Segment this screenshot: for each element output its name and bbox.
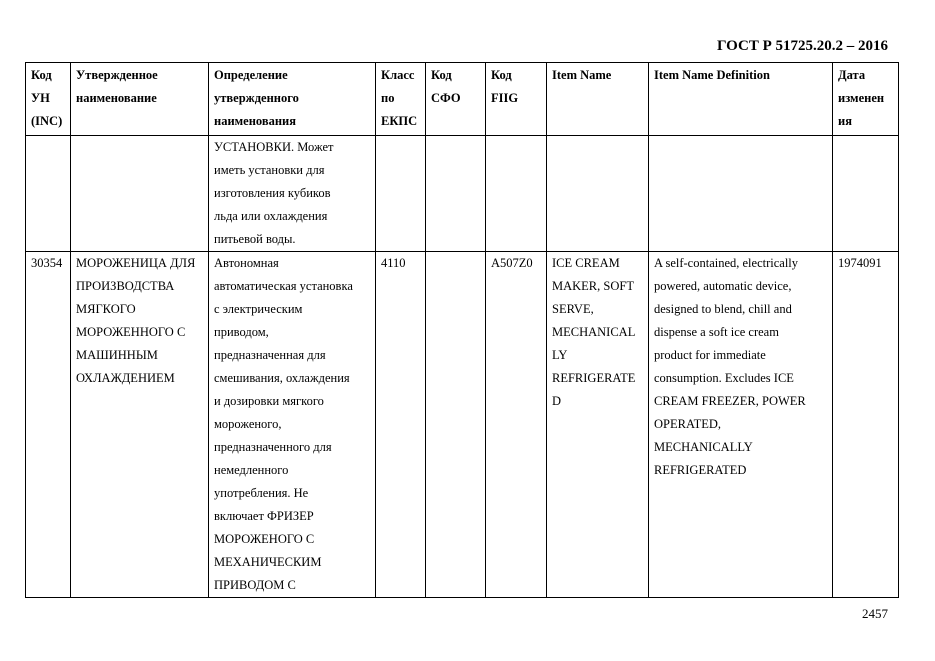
cell-ekps-class: 4110 — [376, 252, 426, 598]
cell-approved-name: МОРОЖЕНИЦА ДЛЯ ПРОИЗВОДСТВА МЯГКОГО МОРОЖЕННОГО С МАШИННЫМ ОХЛАЖДЕНИЕМ — [71, 252, 209, 598]
cell-fiig-code: A507Z0 — [486, 252, 547, 598]
cell-change-date — [833, 136, 899, 252]
header-fiig-code: Код FIIG — [486, 63, 547, 136]
cell-definition: Автономная автоматическая установка с электрическим приводом, предназначенная для смешивания, охлаждения и дозировки мягкого мороженого, предназначенного для немедленного употребления. Не включает ФРИЗЕР МОРОЖЕНОГО С МЕХАНИЧЕСКИМ ПРИВОДОМ С — [209, 252, 376, 598]
cell-sfo-code — [426, 252, 486, 598]
header-definition: Определение утвержденного наименования — [209, 63, 376, 136]
page-number: 2457 — [862, 606, 888, 621]
cell-inc-code: 30354 — [26, 252, 71, 598]
cell-item-name-definition: A self-contained, electrically powered, automatic device, designed to blend, chill and dispense a soft ice cream product for immediate consumption. Excludes ICE CREAM FREEZER, POWER OPERATED, MECHANICALLY REFRIGERATED — [649, 252, 833, 598]
header-item-name-definition: Item Name Definition — [649, 63, 833, 136]
cell-inc-code — [26, 136, 71, 252]
cell-item-name: ICE CREAM MAKER, SOFT SERVE, MECHANICAL LY REFRIGERATE D — [547, 252, 649, 598]
cell-fiig-code — [486, 136, 547, 252]
cell-item-name-definition — [649, 136, 833, 252]
header-approved-name: Утвержденное наименование — [71, 63, 209, 136]
table-header-row — [26, 63, 899, 136]
cell-definition: УСТАНОВКИ. Может иметь установки для изготовления кубиков льда или охлаждения питьевой воды. — [209, 136, 376, 252]
cell-item-name — [547, 136, 649, 252]
classification-table — [25, 62, 899, 598]
header-change-date: Дата изменен ия — [833, 63, 899, 136]
header-sfo-code: Код СФО — [426, 63, 486, 136]
standard-title: ГОСТ Р 51725.20.2 – 2016 — [716, 38, 888, 54]
cell-approved-name — [71, 136, 209, 252]
cell-sfo-code — [426, 136, 486, 252]
header-inc-code: Код УН (INC) — [26, 63, 71, 136]
table-row — [26, 136, 899, 252]
header-item-name: Item Name — [547, 63, 649, 136]
header-ekps-class: Класс по ЕКПС — [376, 63, 426, 136]
cell-change-date: 1974091 — [833, 252, 899, 598]
cell-ekps-class — [376, 136, 426, 252]
table-row — [26, 252, 899, 598]
